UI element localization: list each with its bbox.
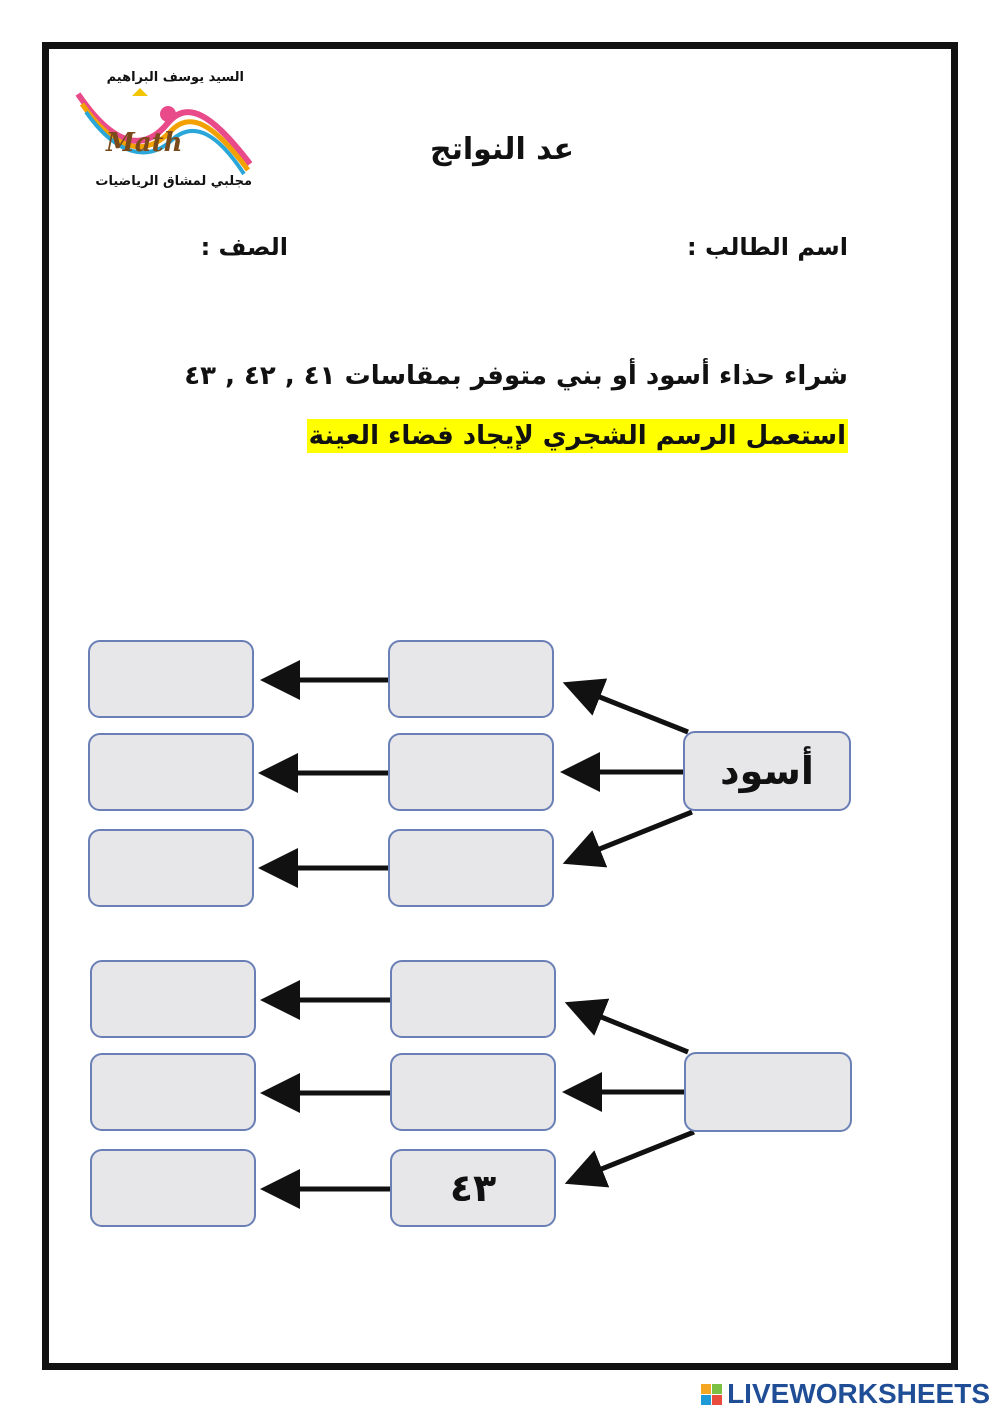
- arrow-t2-size1: [574, 1006, 688, 1052]
- liveworksheets-text: LIVEWORKSHEETS: [727, 1378, 990, 1409]
- tree2-size-box[interactable]: [390, 1053, 556, 1131]
- tree1-size-box[interactable]: [388, 640, 554, 718]
- student-name-label: اسم الطالب :: [686, 233, 848, 261]
- tree2-outcome-box[interactable]: [90, 1053, 256, 1131]
- class-label: الصف :: [200, 233, 288, 261]
- tree1-outcome-box[interactable]: [88, 640, 254, 718]
- liveworksheets-logo-icon: [701, 1384, 722, 1405]
- tree2-root-box[interactable]: [684, 1052, 852, 1132]
- logo-text: Math: [106, 128, 183, 158]
- logo-tagline: مجلبي لمشاق الرياضيات: [95, 174, 252, 189]
- tree2-size-box[interactable]: ٤٣: [390, 1149, 556, 1227]
- tree1-outcome-box[interactable]: [88, 829, 254, 907]
- author-name: السيد يوسف البراهيم: [106, 70, 244, 85]
- tree1-size-box[interactable]: [388, 829, 554, 907]
- arrow-t1-size3: [572, 812, 692, 860]
- tree1-root-box[interactable]: أسود: [683, 731, 851, 811]
- tree2-outcome-box[interactable]: [90, 960, 256, 1038]
- liveworksheets-brand[interactable]: [701, 1378, 990, 1410]
- tree2-size-box[interactable]: [390, 960, 556, 1038]
- problem-statement: شراء حذاء أسود أو بني متوفر بمقاسات ٤١ , ٤٢ , ٤٣: [184, 361, 848, 391]
- arrow-t2-size3: [574, 1132, 694, 1180]
- arrow-t1-size1: [572, 686, 688, 732]
- tree1-outcome-box[interactable]: [88, 733, 254, 811]
- page-title: عد النواتج: [429, 132, 574, 167]
- instruction-highlight: استعمل الرسم الشجري لإيجاد فضاء العينة: [308, 421, 846, 451]
- tree2-outcome-box[interactable]: [90, 1149, 256, 1227]
- tree1-size-box[interactable]: [388, 733, 554, 811]
